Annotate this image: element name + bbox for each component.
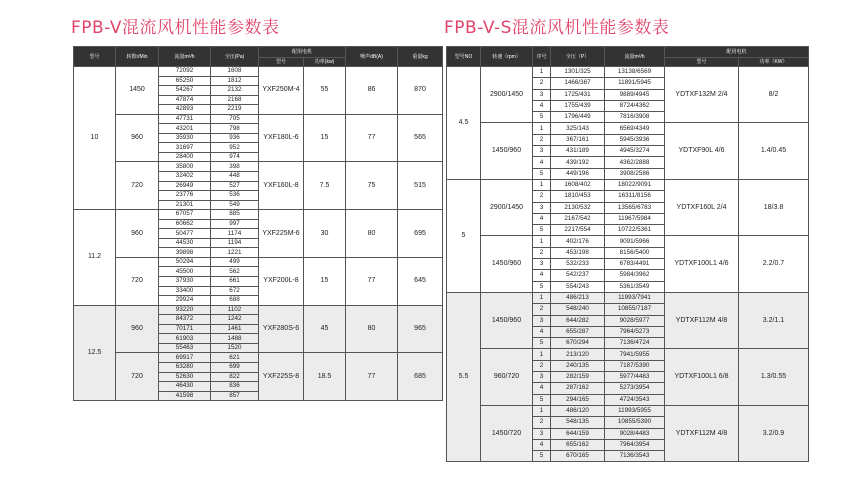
flow-cell: 11967/5984: [605, 213, 665, 224]
pressure-cell: 1520: [211, 343, 259, 353]
flow-cell: 10722/5361: [605, 225, 665, 236]
motor-model-cell: YDTXF112M 4/8: [665, 292, 739, 348]
table-row: [74, 162, 443, 172]
speed-cell: 720: [116, 162, 159, 210]
speed-cell: 1450/960: [481, 236, 533, 292]
table-row: [74, 67, 443, 77]
table-row: [447, 405, 809, 416]
pressure-cell: 670/165: [551, 451, 605, 462]
flow-cell: 5977/4483: [605, 372, 665, 383]
speed-cell: 1450/960: [481, 123, 533, 179]
flow-cell: 9028/5977: [605, 315, 665, 326]
flow-cell: 11891/5945: [605, 78, 665, 89]
weight-cell: 965: [398, 305, 443, 353]
header-position: 序号: [533, 47, 551, 67]
model-cell: 5: [447, 179, 481, 292]
pressure-cell: 2130/532: [551, 202, 605, 213]
fpb-v-performance-table: [73, 46, 443, 401]
pressure-cell: 439/192: [551, 157, 605, 168]
pressure-cell: 836: [211, 382, 259, 392]
position-cell: 2: [533, 134, 551, 145]
pressure-cell: 527: [211, 181, 259, 191]
pressure-cell: 1461: [211, 324, 259, 334]
flow-cell: 55463: [159, 343, 211, 353]
position-cell: 3: [533, 315, 551, 326]
pressure-cell: 1608: [211, 67, 259, 77]
pressure-cell: 398: [211, 162, 259, 172]
flow-cell: 9889/4945: [605, 89, 665, 100]
flow-cell: 50477: [159, 229, 211, 239]
pressure-cell: 453/198: [551, 247, 605, 258]
pressure-cell: 2132: [211, 86, 259, 96]
flow-cell: 4362/2888: [605, 157, 665, 168]
motor-power-cell: 7.5: [304, 162, 346, 210]
flow-cell: 72092: [159, 67, 211, 77]
table-row: [447, 236, 809, 247]
pressure-cell: 644/282: [551, 315, 605, 326]
motor-model-cell: YXF200L-8: [259, 257, 304, 305]
table-row: [447, 349, 809, 360]
flow-cell: 26949: [159, 181, 211, 191]
pressure-cell: 688: [211, 296, 259, 306]
pressure-cell: 562: [211, 267, 259, 277]
header-motor-model: 型号: [259, 58, 304, 67]
flow-cell: 70171: [159, 324, 211, 334]
position-cell: 5: [533, 168, 551, 179]
flow-cell: 7964/3954: [605, 439, 665, 450]
flow-cell: 41598: [159, 391, 211, 401]
motor-power-cell: 18/3.8: [739, 179, 809, 235]
pressure-cell: 798: [211, 124, 259, 134]
model-cell: 11.2: [74, 210, 116, 305]
flow-cell: 39898: [159, 248, 211, 258]
flow-cell: 5361/3549: [605, 281, 665, 292]
pressure-cell: 1221: [211, 248, 259, 258]
flow-cell: 10855/7187: [605, 304, 665, 315]
motor-model-cell: YDTXF100L1 6/8: [665, 349, 739, 405]
pressure-cell: 655/162: [551, 439, 605, 450]
position-cell: 1: [533, 405, 551, 416]
flow-cell: 11993/7941: [605, 292, 665, 303]
weight-cell: 565: [398, 114, 443, 162]
pressure-cell: 2168: [211, 95, 259, 105]
position-cell: 1: [533, 236, 551, 247]
position-cell: 1: [533, 123, 551, 134]
pressure-cell: 449/196: [551, 168, 605, 179]
flow-cell: 28400: [159, 152, 211, 162]
flow-cell: 5273/3954: [605, 383, 665, 394]
position-cell: 5: [533, 394, 551, 405]
position-cell: 4: [533, 100, 551, 111]
flow-cell: 23776: [159, 191, 211, 201]
flow-cell: 32402: [159, 172, 211, 182]
speed-cell: 960: [116, 210, 159, 258]
position-cell: 1: [533, 179, 551, 190]
pressure-cell: 1301/325: [551, 67, 605, 78]
header-pressure: 全压(Pa): [211, 47, 259, 67]
position-cell: 2: [533, 360, 551, 371]
pressure-cell: 1102: [211, 305, 259, 315]
position-cell: 4: [533, 439, 551, 450]
flow-cell: 69917: [159, 353, 211, 363]
pressure-cell: 1608/402: [551, 179, 605, 190]
flow-cell: 8724/4362: [605, 100, 665, 111]
flow-cell: 42893: [159, 105, 211, 115]
position-cell: 3: [533, 428, 551, 439]
pressure-cell: 936: [211, 133, 259, 143]
position-cell: 5: [533, 225, 551, 236]
flow-cell: 35930: [159, 133, 211, 143]
motor-power-cell: 8/2: [739, 67, 809, 123]
pressure-cell: 486/120: [551, 405, 605, 416]
position-cell: 4: [533, 213, 551, 224]
flow-cell: 44530: [159, 238, 211, 248]
position-cell: 3: [533, 202, 551, 213]
speed-cell: 1450/960: [481, 292, 533, 348]
motor-power-cell: 3.2/1.1: [739, 292, 809, 348]
weight-cell: 685: [398, 353, 443, 401]
position-cell: 5: [533, 281, 551, 292]
flow-cell: 5984/3962: [605, 270, 665, 281]
motor-model-cell: YDTXF112M 4/8: [665, 405, 739, 461]
header-model: 型号NO: [447, 47, 481, 67]
pressure-cell: 1194: [211, 238, 259, 248]
flow-cell: 7136/4724: [605, 338, 665, 349]
flow-cell: 46430: [159, 382, 211, 392]
position-cell: 1: [533, 67, 551, 78]
flow-cell: 7964/5273: [605, 326, 665, 337]
pressure-cell: 240/135: [551, 360, 605, 371]
pressure-cell: 644/159: [551, 428, 605, 439]
speed-cell: 720: [116, 257, 159, 305]
flow-cell: 3908/2586: [605, 168, 665, 179]
flow-cell: 65250: [159, 76, 211, 86]
table-row: [74, 305, 443, 315]
flow-cell: 21301: [159, 200, 211, 210]
position-cell: 2: [533, 304, 551, 315]
flow-cell: 4945/3274: [605, 146, 665, 157]
pressure-cell: 542/237: [551, 270, 605, 281]
table-row: [74, 353, 443, 363]
motor-model-cell: YDTXF132M 2/4: [665, 67, 739, 123]
motor-model-cell: YDTXF90L 4/6: [665, 123, 739, 179]
flow-cell: 9028/4483: [605, 428, 665, 439]
flow-cell: 31697: [159, 143, 211, 153]
noise-cell: 77: [346, 257, 398, 305]
model-cell: 4.5: [447, 67, 481, 180]
noise-cell: 75: [346, 162, 398, 210]
position-cell: 2: [533, 78, 551, 89]
position-cell: 3: [533, 372, 551, 383]
position-cell: 5: [533, 451, 551, 462]
pressure-cell: 549: [211, 200, 259, 210]
speed-cell: 1450/720: [481, 405, 533, 461]
table1-title: FPB-V混流风机性能参数表: [71, 18, 280, 38]
header-motor-power: 功率（KW）: [739, 58, 809, 67]
flow-cell: 47874: [159, 95, 211, 105]
table-row: [447, 179, 809, 190]
table2-title: FPB-V-S混流风机性能参数表: [444, 18, 670, 38]
table-row: [447, 123, 809, 134]
pressure-cell: 367/161: [551, 134, 605, 145]
noise-cell: 80: [346, 305, 398, 353]
position-cell: 5: [533, 338, 551, 349]
flow-cell: 52630: [159, 372, 211, 382]
position-cell: 3: [533, 146, 551, 157]
flow-cell: 67057: [159, 210, 211, 220]
motor-power-cell: 3.2/0.9: [739, 405, 809, 461]
header-speed: 转速（rpm）: [481, 47, 533, 67]
pressure-cell: 1812: [211, 76, 259, 86]
noise-cell: 77: [346, 114, 398, 162]
position-cell: 2: [533, 191, 551, 202]
flow-cell: 8156/5400: [605, 247, 665, 258]
speed-cell: 960: [116, 114, 159, 162]
position-cell: 4: [533, 383, 551, 394]
weight-cell: 695: [398, 210, 443, 258]
pressure-cell: 282/159: [551, 372, 605, 383]
position-cell: 4: [533, 326, 551, 337]
pressure-cell: 885: [211, 210, 259, 220]
model-cell: 12.5: [74, 305, 116, 400]
flow-cell: 10855/5390: [605, 417, 665, 428]
motor-power-cell: 1.3/0.55: [739, 349, 809, 405]
weight-cell: 645: [398, 257, 443, 305]
flow-cell: 7941/5955: [605, 349, 665, 360]
position-cell: 2: [533, 247, 551, 258]
pressure-cell: 499: [211, 257, 259, 267]
flow-cell: 37930: [159, 277, 211, 287]
pressure-cell: 287/162: [551, 383, 605, 394]
pressure-cell: 294/165: [551, 394, 605, 405]
position-cell: 3: [533, 259, 551, 270]
flow-cell: 35800: [159, 162, 211, 172]
flow-cell: 13138/6569: [605, 67, 665, 78]
speed-cell: 1450: [116, 67, 159, 115]
pressure-cell: 1755/439: [551, 100, 605, 111]
model-cell: 10: [74, 67, 116, 210]
pressure-cell: 1466/367: [551, 78, 605, 89]
motor-power-cell: 45: [304, 305, 346, 353]
position-cell: 1: [533, 349, 551, 360]
motor-model-cell: YXF225M-6: [259, 210, 304, 258]
pressure-cell: 699: [211, 362, 259, 372]
flow-cell: 7187/5390: [605, 360, 665, 371]
pressure-cell: 621: [211, 353, 259, 363]
pressure-cell: 655/287: [551, 326, 605, 337]
table-row: [74, 210, 443, 220]
flow-cell: 11993/5955: [605, 405, 665, 416]
pressure-cell: 536: [211, 191, 259, 201]
pressure-cell: 661: [211, 277, 259, 287]
motor-model-cell: YXF180L-6: [259, 114, 304, 162]
noise-cell: 80: [346, 210, 398, 258]
flow-cell: 6783/4491: [605, 259, 665, 270]
position-cell: 2: [533, 417, 551, 428]
pressure-cell: 1242: [211, 315, 259, 325]
pressure-cell: 431/189: [551, 146, 605, 157]
pressure-cell: 672: [211, 286, 259, 296]
table-row: [447, 292, 809, 303]
pressure-cell: 548/135: [551, 417, 605, 428]
pressure-cell: 532/233: [551, 259, 605, 270]
flow-cell: 93220: [159, 305, 211, 315]
table-row: [74, 257, 443, 267]
pressure-cell: 670/294: [551, 338, 605, 349]
pressure-cell: 1796/449: [551, 112, 605, 123]
flow-cell: 63280: [159, 362, 211, 372]
motor-model-cell: YXF280S-6: [259, 305, 304, 353]
flow-cell: 54267: [159, 86, 211, 96]
position-cell: 4: [533, 270, 551, 281]
flow-cell: 4724/3543: [605, 394, 665, 405]
header-motor-model: 型号: [665, 58, 739, 67]
header-weight: 重量kg: [398, 47, 443, 67]
position-cell: 1: [533, 292, 551, 303]
pressure-cell: 857: [211, 391, 259, 401]
flow-cell: 60662: [159, 219, 211, 229]
flow-cell: 29924: [159, 296, 211, 306]
header-flow: 流量m³/h: [605, 47, 665, 67]
model-cell: 5.5: [447, 292, 481, 461]
weight-cell: 870: [398, 67, 443, 115]
pressure-cell: 486/213: [551, 292, 605, 303]
speed-cell: 960/720: [481, 349, 533, 405]
flow-cell: 84372: [159, 315, 211, 325]
pressure-cell: 1488: [211, 334, 259, 344]
motor-power-cell: 55: [304, 67, 346, 115]
fpb-v-s-performance-table: [446, 46, 809, 462]
pressure-cell: 325/143: [551, 123, 605, 134]
motor-power-cell: 1.4/0.45: [739, 123, 809, 179]
speed-cell: 720: [116, 353, 159, 401]
weight-cell: 515: [398, 162, 443, 210]
table-row: [74, 114, 443, 124]
pressure-cell: 2217/554: [551, 225, 605, 236]
motor-model-cell: YXF250M-4: [259, 67, 304, 115]
flow-cell: 18022/9091: [605, 179, 665, 190]
position-cell: 4: [533, 157, 551, 168]
speed-cell: 2900/1450: [481, 67, 533, 123]
position-cell: 5: [533, 112, 551, 123]
motor-power-cell: 30: [304, 210, 346, 258]
pressure-cell: 2219: [211, 105, 259, 115]
header-motor: 配用电机: [665, 47, 809, 58]
header-flow: 流量m³/h: [159, 47, 211, 67]
flow-cell: 50294: [159, 257, 211, 267]
pressure-cell: 1810/453: [551, 191, 605, 202]
motor-model-cell: YXF160L-8: [259, 162, 304, 210]
pressure-cell: 548/240: [551, 304, 605, 315]
pressure-cell: 952: [211, 143, 259, 153]
flow-cell: 7816/3908: [605, 112, 665, 123]
header-model: 型号: [74, 47, 116, 67]
motor-model-cell: YDTXF100L1 4/6: [665, 236, 739, 292]
pressure-cell: 997: [211, 219, 259, 229]
flow-cell: 45500: [159, 267, 211, 277]
speed-cell: 2900/1450: [481, 179, 533, 235]
table-row: [447, 67, 809, 78]
motor-model-cell: YDTXF160L 2/4: [665, 179, 739, 235]
pressure-cell: 2167/542: [551, 213, 605, 224]
motor-power-cell: 18.5: [304, 353, 346, 401]
noise-cell: 86: [346, 67, 398, 115]
flow-cell: 6569/4349: [605, 123, 665, 134]
flow-cell: 13565/6783: [605, 202, 665, 213]
flow-cell: 43201: [159, 124, 211, 134]
flow-cell: 16311/8156: [605, 191, 665, 202]
motor-power-cell: 2.2/0.7: [739, 236, 809, 292]
flow-cell: 61903: [159, 334, 211, 344]
flow-cell: 47731: [159, 114, 211, 124]
noise-cell: 77: [346, 353, 398, 401]
flow-cell: 9091/5966: [605, 236, 665, 247]
pressure-cell: 448: [211, 172, 259, 182]
header-motor: 配用电机: [259, 47, 346, 58]
flow-cell: 5945/3936: [605, 134, 665, 145]
flow-cell: 7136/3543: [605, 451, 665, 462]
position-cell: 3: [533, 89, 551, 100]
motor-power-cell: 15: [304, 257, 346, 305]
pressure-cell: 1725/431: [551, 89, 605, 100]
pressure-cell: 705: [211, 114, 259, 124]
pressure-cell: 974: [211, 152, 259, 162]
header-pressure: 全压（P）: [551, 47, 605, 67]
motor-power-cell: 15: [304, 114, 346, 162]
pressure-cell: 402/176: [551, 236, 605, 247]
pressure-cell: 822: [211, 372, 259, 382]
header-motor-power: 功率(kw): [304, 58, 346, 67]
pressure-cell: 554/243: [551, 281, 605, 292]
header-speed: 转数r/Min: [116, 47, 159, 67]
speed-cell: 960: [116, 305, 159, 353]
header-noise: 噪声dB(A): [346, 47, 398, 67]
pressure-cell: 213/120: [551, 349, 605, 360]
motor-model-cell: YXF225S-8: [259, 353, 304, 401]
flow-cell: 33400: [159, 286, 211, 296]
pressure-cell: 1174: [211, 229, 259, 239]
